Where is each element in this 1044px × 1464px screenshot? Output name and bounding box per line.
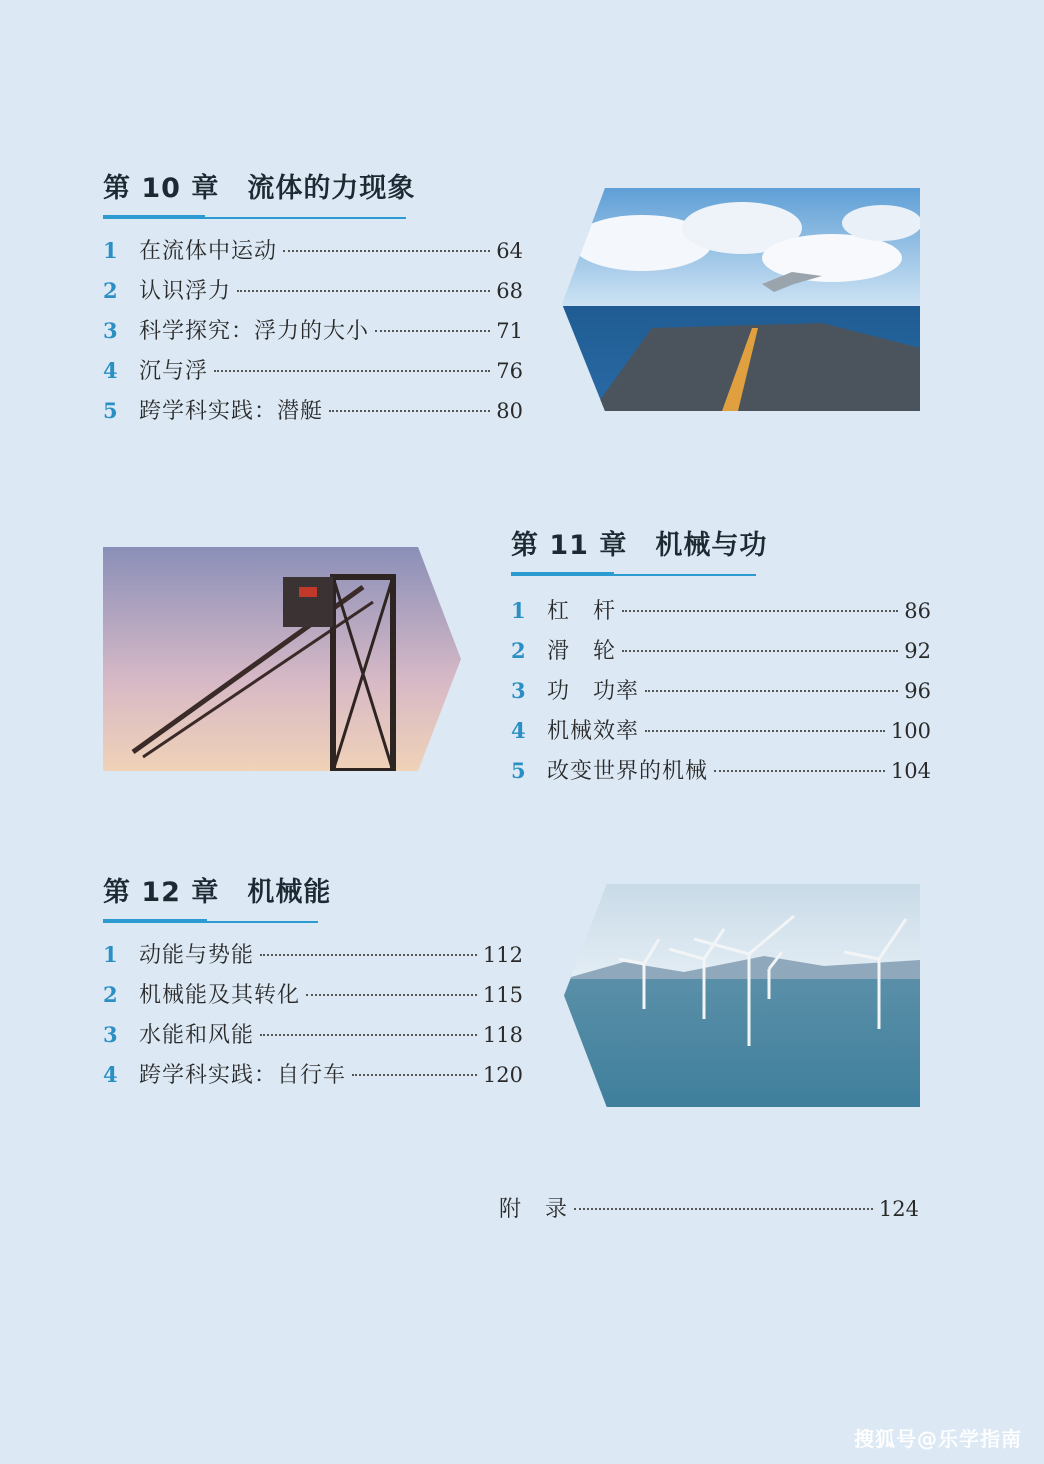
wind-farm-photo xyxy=(564,884,920,1107)
section-number: 5 xyxy=(103,398,118,423)
section-title: 功 功率 xyxy=(547,679,640,704)
section-title: 水能和风能 xyxy=(139,1023,255,1048)
toc-entry[interactable] xyxy=(511,714,931,754)
section-title: 杠 杆 xyxy=(547,599,617,624)
leader-dots xyxy=(622,610,898,612)
page-number: 71 xyxy=(496,319,523,343)
section-number: 4 xyxy=(511,718,526,743)
appendix-title: 附 录 xyxy=(499,1197,569,1222)
section-number: 2 xyxy=(511,638,526,663)
toc-entry[interactable] xyxy=(511,594,931,634)
page-number: 118 xyxy=(482,1023,523,1047)
chapter-10-toc xyxy=(103,234,523,434)
leader-dots xyxy=(574,1208,873,1210)
toc-entry[interactable] xyxy=(103,938,523,978)
section-number: 2 xyxy=(103,278,118,303)
leader-dots xyxy=(283,250,490,252)
section-number: 1 xyxy=(103,942,118,967)
leader-dots xyxy=(645,730,885,732)
leader-dots xyxy=(214,370,490,372)
page-number: 104 xyxy=(890,759,931,783)
section-title: 改变世界的机械 xyxy=(547,759,709,784)
chapter-11-heading xyxy=(511,523,768,576)
toc-entry[interactable] xyxy=(511,634,931,674)
watermark: 搜狐号@乐学指南 xyxy=(854,1427,1022,1451)
page-number: 100 xyxy=(890,719,931,743)
chapter-12-heading xyxy=(103,870,332,923)
toc-entry[interactable] xyxy=(103,274,523,314)
page-number: 80 xyxy=(496,399,523,423)
chapter-number: 第 12 章 xyxy=(103,877,220,908)
page-number: 115 xyxy=(482,983,523,1007)
section-title: 跨学科实践：潜艇 xyxy=(139,399,324,424)
leader-dots xyxy=(645,690,898,692)
leader-dots xyxy=(714,770,885,772)
carrier-jet-photo xyxy=(562,188,920,411)
section-title: 机械能及其转化 xyxy=(139,983,301,1008)
leader-dots xyxy=(352,1074,477,1076)
section-number: 3 xyxy=(103,1022,118,1047)
leader-dots xyxy=(375,330,490,332)
chapter-10-heading xyxy=(103,166,416,219)
section-title: 认识浮力 xyxy=(139,279,232,304)
toc-entry[interactable] xyxy=(511,754,931,794)
chapter-number: 第 11 章 xyxy=(511,530,628,561)
title-underline xyxy=(103,215,406,219)
section-number: 3 xyxy=(103,318,118,343)
section-title: 机械效率 xyxy=(547,719,640,744)
page-number: 120 xyxy=(482,1063,523,1087)
page-number: 112 xyxy=(482,943,523,967)
leader-dots xyxy=(260,954,477,956)
leader-dots xyxy=(306,994,477,996)
section-number: 1 xyxy=(511,598,526,623)
section-number: 4 xyxy=(103,1062,118,1087)
chapter-title xyxy=(103,166,416,205)
chapter-11-toc xyxy=(511,594,931,794)
toc-entry[interactable] xyxy=(103,314,523,354)
page-number: 64 xyxy=(496,239,523,263)
toc-entry[interactable] xyxy=(103,354,523,394)
leader-dots xyxy=(260,1034,477,1036)
section-title: 沉与浮 xyxy=(139,359,209,384)
toc-entry[interactable] xyxy=(103,978,523,1018)
chapter-number: 第 10 章 xyxy=(103,173,220,204)
section-number: 3 xyxy=(511,678,526,703)
tower-crane-photo xyxy=(103,547,461,771)
toc-entry[interactable] xyxy=(103,1058,523,1098)
chapter-12-toc xyxy=(103,938,523,1098)
appendix-toc xyxy=(499,1192,919,1232)
section-title: 滑 轮 xyxy=(547,639,617,664)
section-number: 2 xyxy=(103,982,118,1007)
title-underline xyxy=(511,572,756,576)
page-number: 96 xyxy=(904,679,931,703)
toc-entry[interactable] xyxy=(103,394,523,434)
chapter-title xyxy=(511,523,768,562)
section-title: 在流体中运动 xyxy=(139,239,278,264)
toc-entry-appendix[interactable] xyxy=(499,1192,919,1232)
toc-entry[interactable] xyxy=(103,234,523,274)
toc-entry[interactable] xyxy=(103,1018,523,1058)
leader-dots xyxy=(237,290,490,292)
chapter-name: 机械与功 xyxy=(655,530,768,561)
section-title: 动能与势能 xyxy=(139,943,255,968)
section-number: 1 xyxy=(103,238,118,263)
chapter-name: 机械能 xyxy=(247,877,332,908)
page-number: 92 xyxy=(904,639,931,663)
page-number: 76 xyxy=(496,359,523,383)
toc-entry[interactable] xyxy=(511,674,931,714)
section-title: 科学探究：浮力的大小 xyxy=(139,319,370,344)
section-number: 5 xyxy=(511,758,526,783)
section-title: 跨学科实践：自行车 xyxy=(139,1063,347,1088)
chapter-name: 流体的力现象 xyxy=(247,173,416,204)
page-number: 86 xyxy=(904,599,931,623)
leader-dots xyxy=(622,650,898,652)
page-number: 68 xyxy=(496,279,523,303)
page-number: 124 xyxy=(878,1197,919,1221)
title-underline xyxy=(103,919,318,923)
leader-dots xyxy=(329,410,490,412)
chapter-title xyxy=(103,870,332,909)
section-number: 4 xyxy=(103,358,118,383)
